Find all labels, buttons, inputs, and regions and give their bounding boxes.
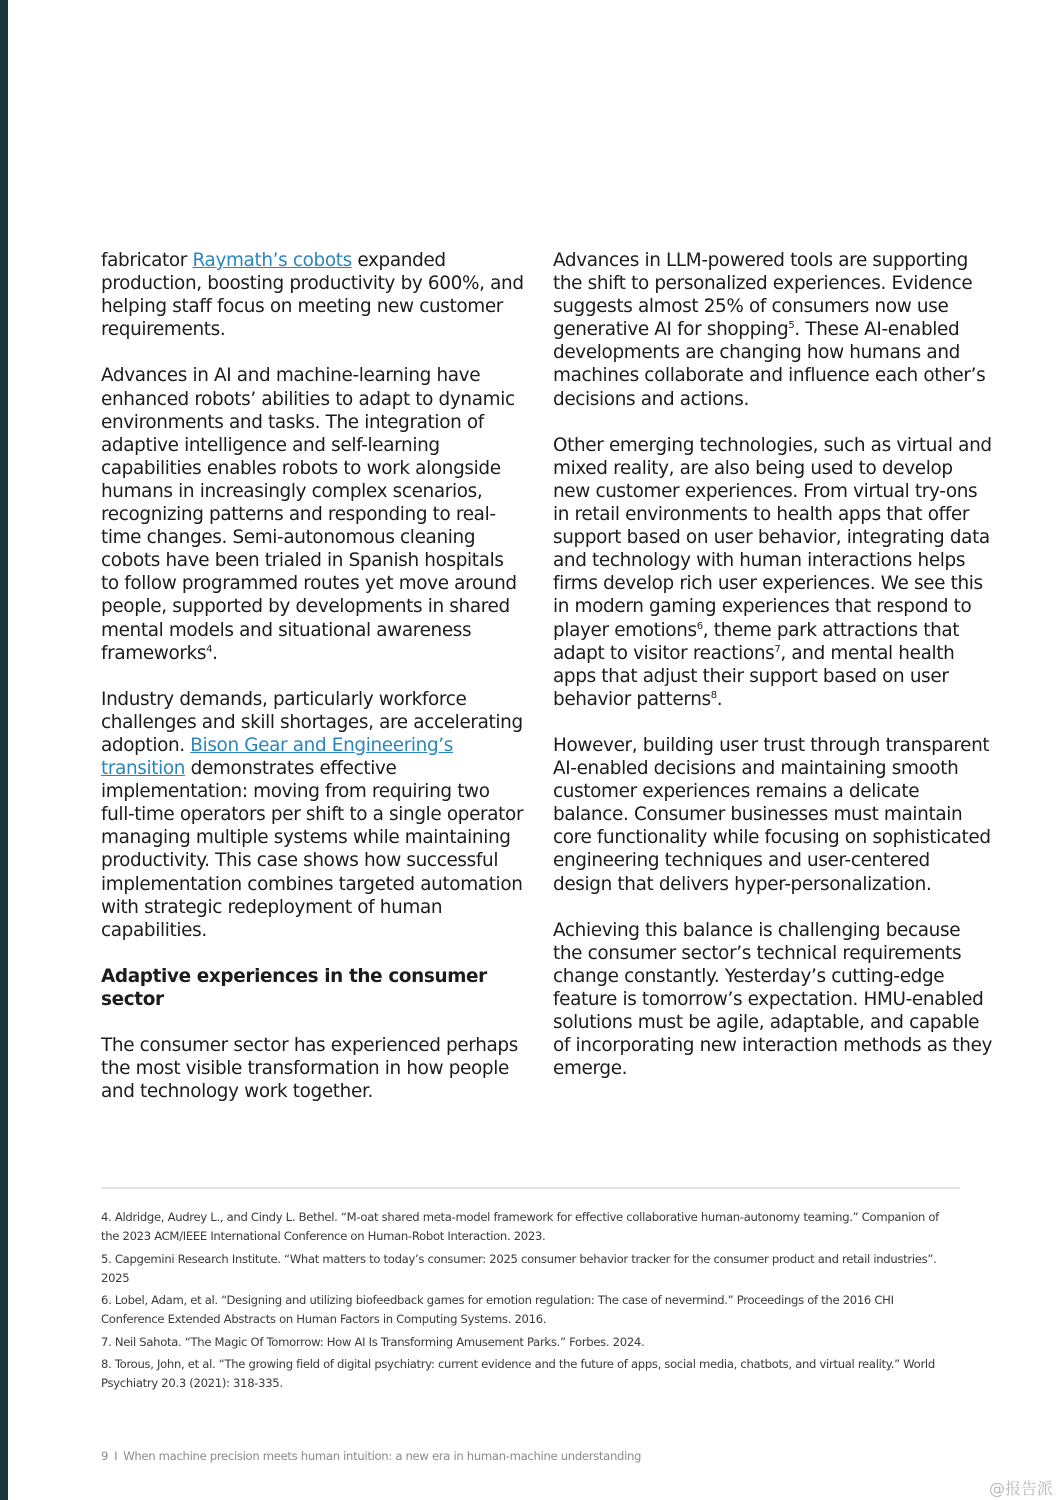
paragraph-ai-advances xyxy=(101,364,526,664)
text: . These AI-enabled developments are changing how humans and machines collaborate and influence each other’s decisions and actions. xyxy=(553,319,986,410)
footnote-ref-7: 7 xyxy=(774,643,781,655)
text: Other emerging technologies, such as virtual and mixed reality, are also being used to develop new customer experiences. From virtual try-ons in retail environments to health apps that offer support based on user behavior, integrating data and technology with human interactions helps firms develop rich user experiences. We see this in modern gaming experiences that respond to player emotions xyxy=(553,434,992,641)
page-number: 9 xyxy=(101,1449,109,1463)
watermark: @报告派 xyxy=(988,1479,1053,1498)
footnote-ref-4: 4 xyxy=(206,643,213,655)
footnote-ref-6: 6 xyxy=(696,620,703,632)
footnote-8: 8. Torous, John, et al. “The growing field of digital psychiatry: current evidence and the future of apps, social media, chatbots, and virtual reality.” World Psychiatry 20.3 (2021): 318-335. xyxy=(101,1357,935,1391)
footnote-ref-8: 8 xyxy=(710,689,717,701)
footer-separator: I xyxy=(114,1449,118,1463)
paragraph-industry-demands xyxy=(101,688,526,942)
raymath-cobots-link[interactable]: Raymath’s cobots xyxy=(192,250,352,271)
page-edge-accent-bar xyxy=(0,0,8,1500)
footnote-divider xyxy=(101,1187,960,1189)
text: , theme park attractions that adapt to visitor reactions xyxy=(553,619,960,664)
text: demonstrates effective implementation: moving from requiring two full-time operators per shift to a single operator managing multiple systems while maintaining productivity. This case shows how successful implementation combines targeted automation with strategic redeployment of human capabilities. xyxy=(101,758,524,941)
text: Advances in AI and machine-learning have enhanced robots’ abilities to adapt to dynamic environments and tasks. The integration of adaptive intelligence and self-learning capabilities enables robots to work alongside humans in increasingly complex scenarios, recognizing patterns and responding to real-time changes. Semi-autonomous cleaning cobots have been trialed in Spanish hospitals to follow programmed routes yet move around people, supported by developments in shared mental models and situational awareness frameworks xyxy=(101,365,517,664)
paragraph-balance: Achieving this balance is challenging because the consumer sector’s technical requirements change constantly. Yesterday’s cutting-edge feature is tomorrow’s expectation. HMU-enabled solutions must be agile, adaptable, and capable of incorporating new interaction methods as they emerge. xyxy=(553,919,993,1080)
paragraph-consumer-sector: The consumer sector has experienced perhaps the most visible transformation in how people and technology work together. xyxy=(101,1035,518,1103)
right-column xyxy=(553,249,993,1103)
page-footer xyxy=(101,1449,641,1463)
footnote-ref-5: 5 xyxy=(788,320,795,332)
text: . xyxy=(212,642,218,664)
text: fabricator xyxy=(101,250,193,271)
section-heading: Adaptive experiences in the consumer sector xyxy=(101,965,487,1010)
text: expanded production, boosting productivity by 600%, and helping staff focus on meeting new customer requirements. xyxy=(101,250,524,341)
footnote-5: 5. Capgemini Research Institute. “What matters to today’s consumer: 2025 consumer behavior tracker for the consumer product and retail industries”. 2025 xyxy=(101,1251,937,1285)
text: Industry demands, particularly workforce challenges and skill shortages, are accelerating adoption. xyxy=(101,688,523,756)
text: , and mental health apps that adjust their support based on user behavior patterns xyxy=(553,642,955,710)
footnote-4: 4. Aldridge, Audrey L., and Cindy L. Bethel. “M-oat shared meta-model framework for effective collaborative human-autonomy teaming.” Companion of the 2023 ACM/IEEE International Conference on Human-Robot Interaction. 2023. xyxy=(101,1210,939,1244)
paragraph-emerging-tech xyxy=(553,434,993,711)
footnote-6: 6. Lobel, Adam, et al. “Designing and utilizing biofeedback games for emotion regulation: The case of nevermind.” Proceedings of the 2016 CHI Conference Extended Abstracts on Human Factors in Computing Systems. 2016. xyxy=(101,1293,894,1327)
footnotes xyxy=(101,1208,951,1397)
paragraph-llm-tools xyxy=(553,249,993,411)
document-title: When machine precision meets human intuition: a new era in human-machine understanding xyxy=(123,1449,642,1463)
paragraph-user-trust: However, building user trust through transparent AI-enabled decisions and maintaining smooth customer experiences remains a delicate balance. Consumer businesses must maintain core functionality while focusing on sophisticated engineering techniques and user-centered design that delivers hyper-personalization. xyxy=(553,734,991,895)
bison-gear-link[interactable]: Bison Gear and Engineering’s transition xyxy=(101,734,454,780)
footnote-7: 7. Neil Sahota. “The Magic Of Tomorrow: How AI Is Transforming Amusement Parks.” Forbes. 2024. xyxy=(101,1334,645,1349)
text: Advances in LLM-powered tools are supporting the shift to personalized experiences. Evidence suggests almost 25% of consumers now use generative AI for shopping xyxy=(553,250,973,341)
text: . xyxy=(716,688,723,710)
left-column xyxy=(101,249,526,1127)
paragraph-raymath xyxy=(101,249,526,341)
